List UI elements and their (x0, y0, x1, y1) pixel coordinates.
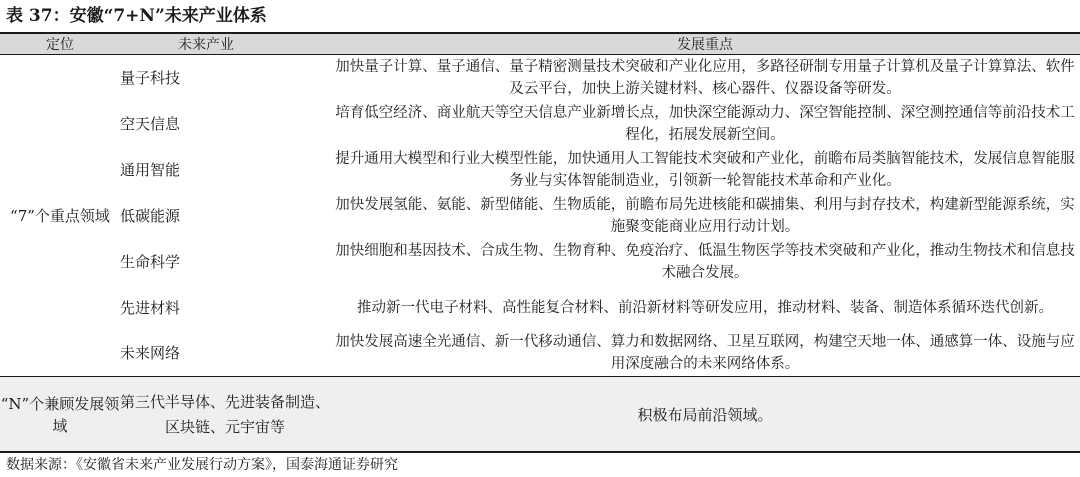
table-row (0, 285, 1080, 331)
table-row (0, 147, 1080, 193)
industry-cell: 通用智能 (120, 160, 181, 179)
key-points-cell: 加快量子计算、量子通信、量子精密测量技术突破和产业化应用，多路径研制专用量子计算机及量子计算算法、软件及云平台，加快上游关键材料、核心器件、仪器设备等研发。 (335, 58, 1075, 97)
source-note: 数据来源：《安徽省未来产业发展行动方案》，国泰海通证券研究 (6, 457, 398, 473)
industry-cell: 量子科技 (120, 68, 181, 87)
group-label-n: “N”个兼顾发展领域 (0, 377, 120, 453)
industry-cell: 先进材料 (120, 298, 181, 317)
key-points-cell: 提升通用大模型和行业大模型性能，加快通用人工智能技术突破和产业化，前瞻布局类脑智能技术，发展信息智能服务业与实体智能制造业，引领新一轮智能技术革命和产业化。 (335, 150, 1075, 189)
table-row (0, 193, 1080, 239)
table-row (0, 101, 1080, 147)
table-header-row (0, 34, 1080, 55)
key-points-cell-n: 积极布局前沿领域。 (330, 377, 1080, 453)
key-points-cell: 培育低空经济、商业航天等空天信息产业新增长点，加快深空能源动力、深空智能控制、深空测控通信等前沿技术工程化，拓展发展新空间。 (335, 104, 1075, 143)
industry-cell: 未来网络 (120, 344, 181, 363)
key-points-cell: 加快细胞和基因技术、合成生物、生物育种、免疫治疗、低温生物医学等技术突破和产业化，推动生物技术和信息技术融合发展。 (335, 242, 1075, 281)
table-row (0, 331, 1080, 377)
table-row (0, 377, 1080, 453)
key-points-cell: 加快发展高速全光通信、新一代移动通信、算力和数据网络、卫星互联网，构建空天地一体、通感算一体、设施与应用深度融合的未来网络体系。 (335, 334, 1075, 373)
table-row (0, 55, 1080, 101)
header-industry: 未来产业 (120, 34, 330, 55)
header-key-points: 发展重点 (330, 34, 1080, 55)
industry-cell: 空天信息 (120, 114, 181, 133)
industry-cell: 低碳能源 (120, 206, 181, 225)
group-label-seven: “7”个重点领域 (10, 206, 110, 225)
table-bottom-rule (0, 451, 1080, 453)
table-row (0, 239, 1080, 285)
header-position: 定位 (0, 34, 120, 55)
industry-cell-n: 第三代半导体、先进装备制造、区块链、元宇宙等 (120, 377, 330, 453)
key-points-cell: 加快发展氢能、氨能、新型储能、生物质能，前瞻布局先进核能和碳捕集、利用与封存技术，构建新型能源系统，实施聚变能商业应用行动计划。 (335, 196, 1075, 235)
industry-cell: 生命科学 (120, 252, 181, 271)
key-points-cell: 推动新一代电子材料、高性能复合材料、前沿新材料等研发应用，推动材料、装备、制造体系循环迭代创新。 (357, 299, 1053, 316)
future-industry-table (0, 34, 1080, 453)
table-title: 表 37：安徽“7+N”未来产业体系 (6, 6, 267, 26)
